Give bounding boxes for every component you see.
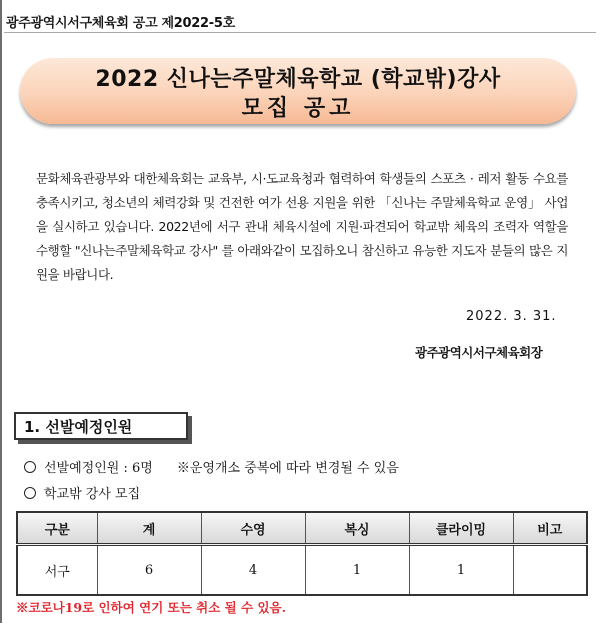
section-title: 1. 선발예정인원	[24, 418, 133, 436]
intro-paragraph: 문화체육관광부와 대한체육회는 교육부, 시·도교육청과 협력하여 학생들의 스포츠 · 레저 활동 수요를 충족시키고, 청소년의 체력강화 및 건전한 여가 선용 지원을 위한 「신나는 주말체육학교 운영」 사업을 실시하고 있습니다. 2022년에 서구 관내 체육시설에 지원·파견되어 학교밖 체육의 조력자 역할을 수행할 "신나는주말체육학교 강사" 를 아래와같이 모집하오니 참신하고 유능한 지도자 분들의 많은 지원을 바랍니다.	[36, 171, 568, 282]
header-remarks: 비고	[513, 512, 587, 545]
title-banner	[20, 58, 576, 124]
header-total: 계	[97, 512, 201, 545]
bullet-instructor-type-label: 학교밖 강사 모집	[44, 487, 141, 502]
table-header-row	[17, 512, 587, 545]
recruitment-table	[16, 511, 588, 596]
bullet-recruit-count-label: 선발예정인원 : 6명	[44, 461, 153, 476]
bullet-recruit-count-note: ※운영개소 중복에 따라 변경될 수 있음	[176, 461, 399, 476]
notice-header: 광주광역시서구체육회 공고 제2022-5호	[6, 16, 235, 31]
title-line-1: 2022 신나는주말체육학교 (학교밖)강사	[95, 67, 501, 92]
title-line-2: 모집 공고	[241, 96, 355, 121]
header-divider	[4, 32, 596, 33]
circle-bullet-icon	[24, 487, 36, 499]
cell-remarks	[513, 545, 587, 596]
header-category: 구분	[17, 512, 97, 545]
covid-footnote: ※코로나19로 인하여 연기 또는 취소 될 수 있음.	[16, 600, 286, 615]
cell-climbing: 1	[409, 545, 513, 596]
header-swimming: 수영	[201, 512, 305, 545]
cell-total: 6	[97, 545, 201, 596]
bullet-recruit-count	[24, 457, 399, 476]
header-climbing: 클라이밍	[409, 512, 513, 545]
signature-org: 광주광역시서구체육회장	[415, 345, 543, 360]
cell-boxing: 1	[305, 545, 409, 596]
header-boxing: 복싱	[305, 512, 409, 545]
cell-swimming: 4	[201, 545, 305, 596]
notice-date: 2022. 3. 31.	[466, 309, 557, 324]
circle-bullet-icon	[24, 461, 36, 473]
bullet-instructor-type	[24, 483, 140, 502]
section-heading-box	[14, 412, 188, 440]
cell-category: 서구	[17, 545, 97, 596]
table-row	[17, 545, 587, 596]
